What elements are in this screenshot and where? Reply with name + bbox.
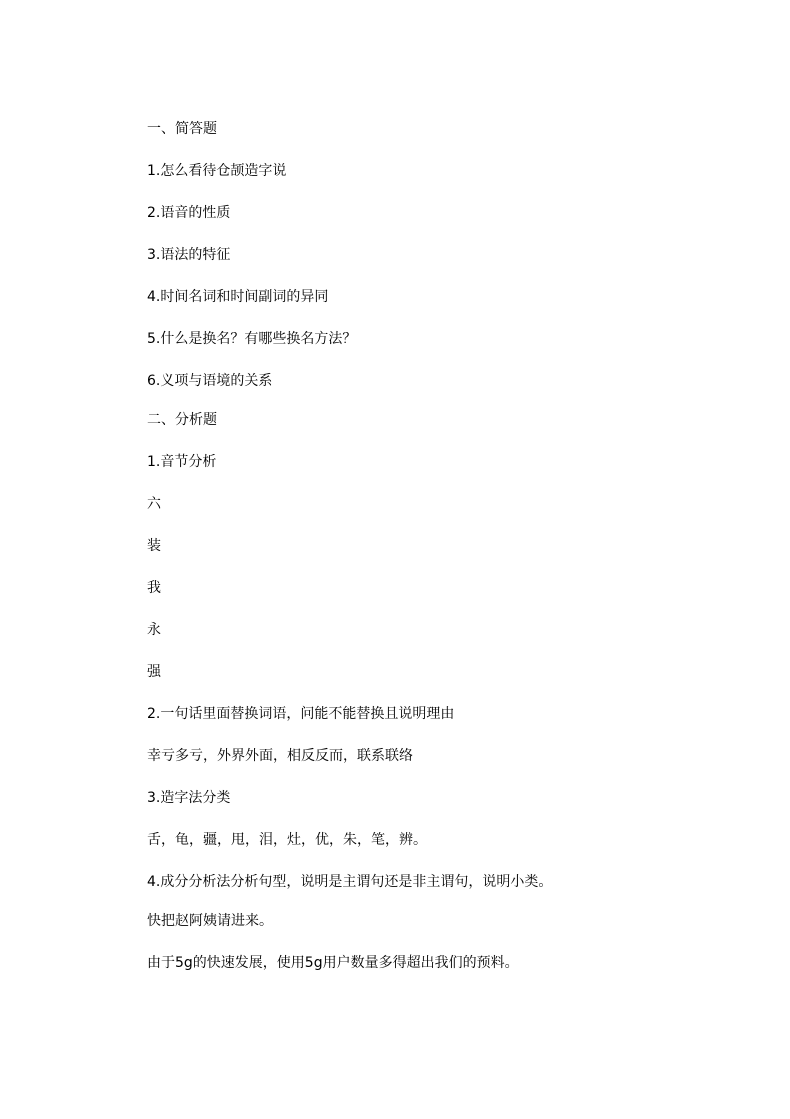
syllable-item: 永 [147,622,161,638]
character-list: 舌，龟，疆，甩，泪，灶，优，朱，笔，辨。 [147,832,427,848]
example-sentence-1: 快把赵阿姨请进来。 [147,913,273,929]
example-sentence-2: 由于5g的快速发展，使用5g用户数量多得超出我们的预料。 [147,955,519,971]
question-1: 1.怎么看待仓颉造字说 [147,163,287,179]
analysis-question-3: 3.造字法分类 [147,790,231,806]
question-2: 2.语音的性质 [147,205,231,221]
analysis-question-2: 2.一句话里面替换词语，问能不能替换且说明理由 [147,706,455,722]
section-heading-short-answer: 一、简答题 [147,121,217,137]
syllable-item: 装 [147,538,161,554]
syllable-item: 六 [147,496,161,512]
question-6: 6.义项与语境的关系 [147,373,273,389]
word-pairs: 幸亏多亏，外界外面，相反反而，联系联络 [147,748,413,764]
question-5: 5.什么是换名？有哪些换名方法？ [147,331,357,347]
syllable-item: 我 [147,580,161,596]
syllable-item: 强 [147,664,161,680]
section-heading-analysis: 二、分析题 [147,412,217,428]
question-3: 3.语法的特征 [147,247,231,263]
analysis-question-1: 1.音节分析 [147,454,217,470]
question-4: 4.时间名词和时间副词的异同 [147,289,329,305]
analysis-question-4: 4.成分分析法分析句型，说明是主谓句还是非主谓句，说明小类。 [147,874,553,890]
